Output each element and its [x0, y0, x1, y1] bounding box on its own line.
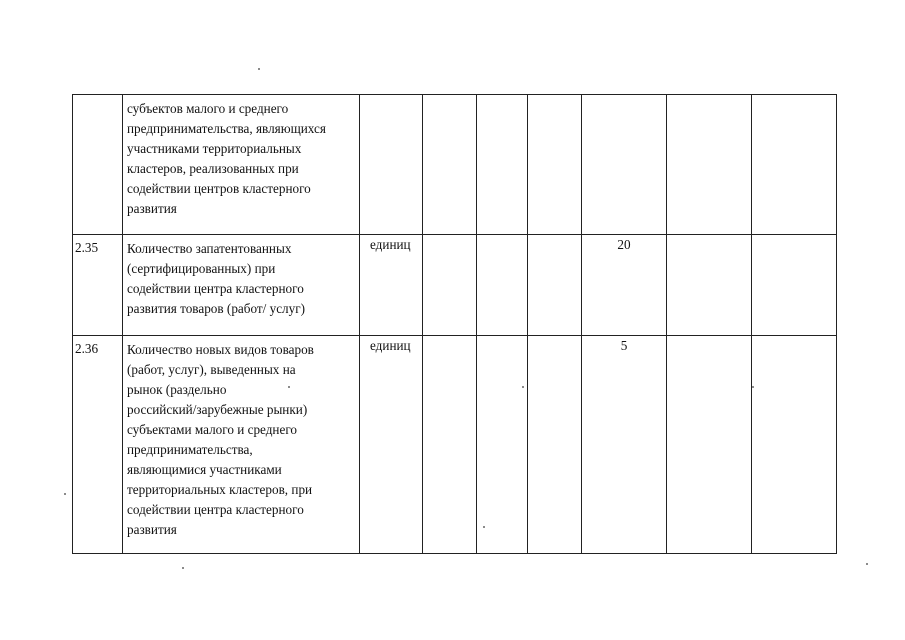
unit-label: единиц: [370, 237, 411, 252]
row-number: 2.35: [75, 240, 99, 255]
table-row: [73, 235, 837, 336]
row-number: [73, 95, 122, 98]
scan-speck: [288, 386, 290, 388]
empty-cell: [423, 336, 477, 554]
empty-cell: [752, 336, 837, 554]
indicator-table: [72, 94, 837, 554]
indicator-name-cell: [123, 336, 360, 554]
row-number: 2.36: [75, 341, 99, 356]
unit-cell: [360, 95, 423, 235]
empty-cell: [667, 235, 752, 336]
empty-cell: [528, 336, 582, 554]
empty-cell: [667, 95, 752, 235]
empty-cell: [477, 235, 528, 336]
empty-cell: [528, 235, 582, 336]
empty-cell: [423, 235, 477, 336]
empty-cell: [667, 336, 752, 554]
table-row: [73, 95, 837, 235]
empty-cell: [423, 95, 477, 235]
scan-speck: [522, 386, 524, 388]
indicator-name: Количество запатентованных (сертифицированных) при содействии центра кластерного развития товаров (работ/ услуг): [127, 241, 306, 316]
target-value-cell: [582, 235, 667, 336]
empty-cell: [528, 95, 582, 235]
indicator-name-cell: [123, 95, 360, 235]
scan-speck: [258, 68, 260, 70]
indicator-name-cell: [123, 235, 360, 336]
scan-speck: [182, 567, 184, 569]
unit-cell: [360, 336, 423, 554]
target-value-cell: [582, 95, 667, 235]
scan-speck: [866, 563, 868, 565]
table-row: [73, 336, 837, 554]
scan-speck: [752, 386, 754, 388]
empty-cell: [752, 95, 837, 235]
empty-cell: [752, 235, 837, 336]
scan-speck: [64, 493, 66, 495]
target-value: 5: [620, 338, 628, 353]
unit-label: единиц: [370, 338, 411, 353]
row-number-cell: [73, 235, 123, 336]
target-value: 20: [617, 237, 631, 252]
scan-speck: [483, 526, 485, 528]
indicator-name: Количество новых видов товаров (работ, услуг), выведенных на рынок (раздельно российский/зарубежные рынки) субъектами малого и среднего предпринимательства, являющимися участниками территориальных кластеров, при содействии центра кластерного развития: [127, 342, 314, 537]
unit-cell: [360, 235, 423, 336]
target-value-cell: [582, 336, 667, 554]
empty-cell: [477, 336, 528, 554]
empty-cell: [477, 95, 528, 235]
indicator-name: субъектов малого и среднего предпринимательства, являющихся участниками территориальных кластеров, реализованных при содействии центров кластерного развития: [127, 101, 326, 216]
row-number-cell: [73, 95, 123, 235]
row-number-cell: [73, 336, 123, 554]
